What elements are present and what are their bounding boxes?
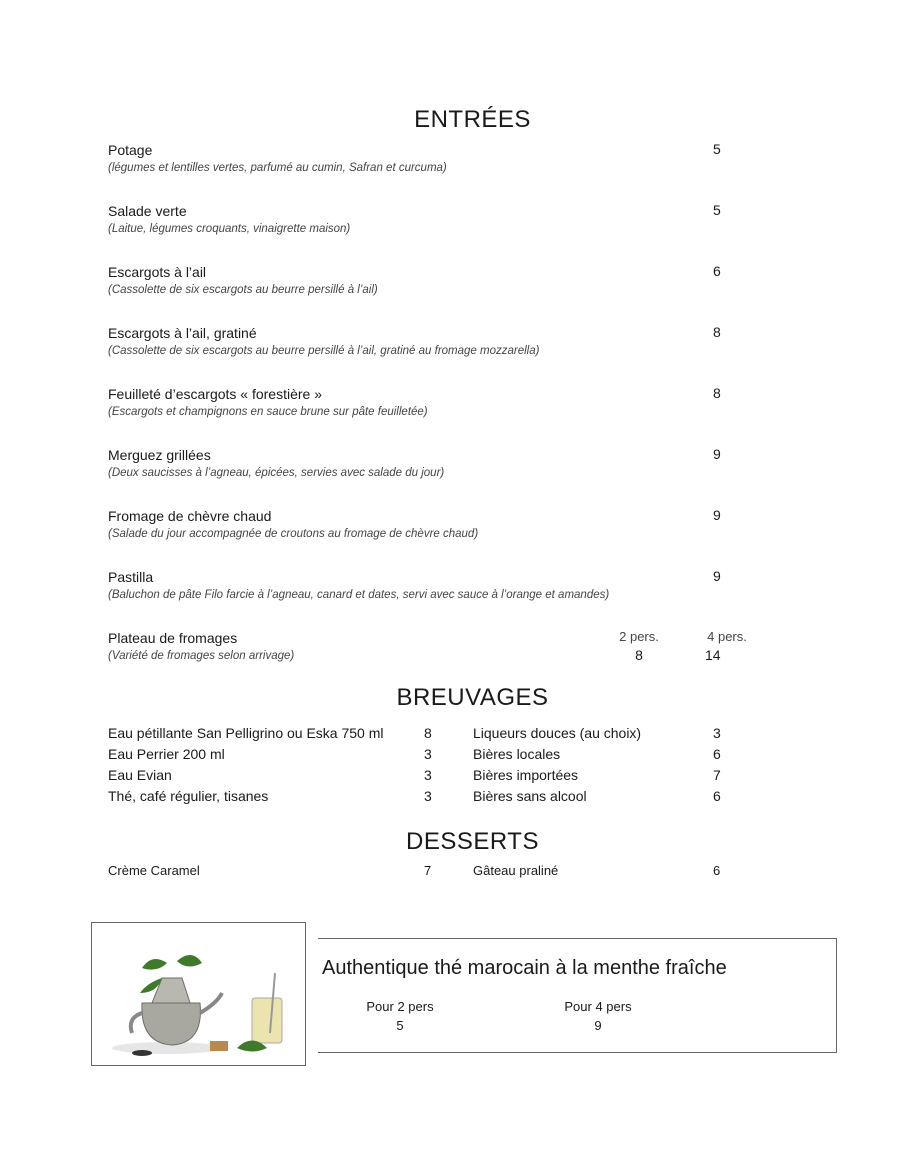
desserts-list: [108, 860, 748, 881]
item-description: (Cassolette de six escargots au beurre persillé à l’ail, gratiné au fromage mozzarella): [108, 345, 540, 357]
drink-name: Bières sans alcool: [473, 788, 587, 804]
tea-title: Authentique thé marocain à la menthe fraîche: [322, 957, 727, 979]
drink-name: Thé, café régulier, tisanes: [108, 788, 269, 804]
drink-price: 7: [713, 767, 721, 783]
drink-name: Bières importées: [473, 767, 579, 783]
item-description: (légumes et lentilles vertes, parfumé au cumin, Safran et curcuma): [108, 162, 447, 174]
drink-row: [108, 723, 748, 744]
menu-item: [108, 568, 758, 629]
dessert-price: 6: [713, 863, 721, 878]
tea-photo: [91, 922, 306, 1066]
price-2-pers: 8: [635, 647, 643, 663]
drink-price: 3: [424, 788, 432, 804]
item-price: 9: [713, 507, 721, 523]
tea-label-2-pers: Pour 2 pers: [366, 999, 434, 1014]
price-4-pers: 14: [705, 647, 721, 663]
label-4-pers: 4 pers.: [707, 629, 747, 644]
drink-price: 3: [713, 725, 721, 741]
menu-item-plateau: [108, 629, 758, 690]
dessert-price: 7: [424, 863, 432, 878]
drink-name: Eau Evian: [108, 767, 172, 783]
item-name: Pastilla: [108, 569, 154, 585]
item-description: (Variété de fromages selon arrivage): [108, 650, 295, 662]
dessert-row: [108, 860, 748, 881]
item-description: (Escargots et champignons en sauce brune sur pâte feuilletée): [108, 406, 428, 418]
item-price: 9: [713, 446, 721, 462]
menu-item: [108, 263, 758, 324]
drink-row: [108, 765, 748, 786]
drink-name: Liqueurs douces (au choix): [473, 725, 642, 741]
teapot-illustration: [92, 923, 305, 1065]
drink-price: 6: [713, 788, 721, 804]
item-description: (Cassolette de six escargots au beurre persillé à l’ail): [108, 284, 378, 296]
drink-row: [108, 744, 748, 765]
item-price: 5: [713, 141, 721, 157]
item-price: 8: [713, 385, 721, 401]
menu-item: [108, 385, 758, 446]
breuvages-list: [108, 723, 748, 807]
item-description: (Deux saucisses à l’agneau, épicées, servies avec salade du jour): [108, 467, 445, 479]
drink-price: 3: [424, 767, 432, 783]
drink-name: Bières locales: [473, 746, 561, 762]
item-description: (Laitue, légumes croquants, vinaigrette maison): [108, 223, 351, 235]
item-description: (Baluchon de pâte Filo farcie à l’agneau, canard et dates, servi avec sauce à l’orange et amandes): [108, 589, 610, 601]
tea-price-4-pers: 9: [594, 1018, 602, 1033]
item-price: 9: [713, 568, 721, 584]
item-name: Feuilleté d’escargots « forestière »: [108, 386, 322, 402]
entrees-heading: ENTRÉES: [414, 106, 531, 133]
item-description: (Salade du jour accompagnée de croutons au fromage de chèvre chaud): [108, 528, 479, 540]
tea-label-4-pers: Pour 4 pers: [564, 999, 632, 1014]
menu-item: [108, 141, 758, 202]
drink-price: 3: [424, 746, 432, 762]
item-price: 5: [713, 202, 721, 218]
dessert-name: Gâteau praliné: [473, 863, 559, 878]
drink-row: [108, 786, 748, 807]
menu-item: [108, 202, 758, 263]
drink-price: 8: [424, 725, 432, 741]
item-name: Salade verte: [108, 203, 187, 219]
menu-item: [108, 446, 758, 507]
item-name: Escargots à l’ail, gratiné: [108, 325, 257, 341]
drink-name: Eau Perrier 200 ml: [108, 746, 225, 762]
item-name: Plateau de fromages: [108, 630, 238, 646]
item-name: Fromage de chèvre chaud: [108, 508, 272, 524]
drink-name: Eau pétillante San Pelligrino ou Eska 750 ml: [108, 725, 384, 741]
drink-price: 6: [713, 746, 721, 762]
label-2-pers: 2 pers.: [619, 629, 659, 644]
item-price: 6: [713, 263, 721, 279]
item-name: Potage: [108, 142, 153, 158]
moroccan-tea-box: [318, 938, 837, 1053]
item-price: 8: [713, 324, 721, 340]
desserts-heading: DESSERTS: [406, 828, 539, 855]
item-name: Merguez grillées: [108, 447, 211, 463]
dessert-name: Crème Caramel: [108, 863, 200, 878]
entrees-list: [108, 141, 758, 690]
breuvages-heading: BREUVAGES: [396, 684, 549, 711]
tea-price-2-pers: 5: [396, 1018, 404, 1033]
item-name: Escargots à l’ail: [108, 264, 207, 280]
menu-item: [108, 324, 758, 385]
menu-item: [108, 507, 758, 568]
